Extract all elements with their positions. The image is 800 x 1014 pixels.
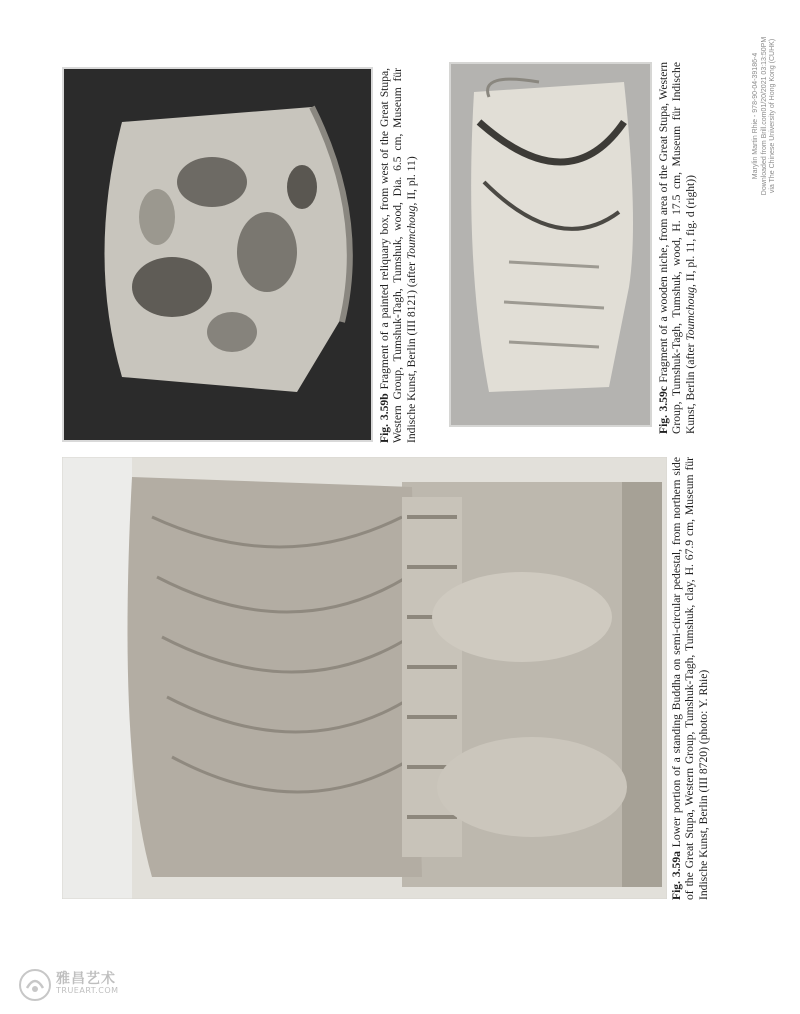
watermark	[18, 968, 119, 1002]
watermark-en: TRUEART.COM	[56, 986, 119, 995]
fig-3-59b-text-2: , II, pl. 11)	[404, 156, 418, 206]
watermark-logo-icon	[18, 968, 52, 1002]
download-notice	[752, 36, 778, 196]
fig-3-59a-text: Lower portion of a standing Buddha on semi-circular pedestal, from northern side of the Great Stupa, Western Group, Tumshuk-Tagh, Tumshuk, clay, H. 67.9 cm, Museum für Indische Kunst, Berlin (III 8720) (photo: Y. Rhie)	[670, 457, 710, 900]
photo-reliquary-box	[62, 67, 373, 442]
fig-3-59c-italic: Toumchoug	[683, 286, 697, 341]
caption-fig-3-59b	[378, 68, 418, 443]
photo-standing-buddha	[62, 457, 667, 899]
photo-wooden-niche	[449, 62, 652, 427]
fig-3-59b-text-1: Fragment of a painted reliquary box, from west of the Great Stupa, Western Group, Tumshuk-Tagh, Tumshuk, wood, Dia. 6.5 cm, Museum für Indische Kunst, Berlin (III 8121) (after	[378, 68, 418, 443]
caption-fig-3-59c	[657, 62, 697, 434]
download-notice-line1: Marylin Martin Rhie - 978-90-04-39186-4	[752, 52, 759, 180]
download-notice-line2: Downloaded from Brill.com01/20/2021 03:13:50PM	[760, 36, 768, 196]
fig-3-59c-text-1: Fragment of a wooden niche, from area of the Great Stupa, Western Group, Tumshuk-Tagh, Tumshuk, wood, H. 17.5 cm, Museum für Indische Kunst, Berlin (after	[657, 62, 697, 434]
fig-3-59b-label: Fig. 3.59b	[378, 393, 391, 443]
fig-3-59c-label: Fig. 3.59c	[657, 386, 670, 434]
download-notice-line3: via The Chinese University of Hong Kong (CUHK)	[769, 38, 776, 194]
caption-fig-3-59a	[670, 457, 710, 900]
fig-3-59a-label: Fig. 3.59a	[670, 851, 683, 900]
watermark-cn: 雅昌艺术	[56, 971, 116, 987]
fig-3-59b-italic: Toumchoug	[404, 205, 418, 260]
fig-3-59c-text-2: , II, pl. 11, fig. d (right))	[683, 174, 697, 287]
